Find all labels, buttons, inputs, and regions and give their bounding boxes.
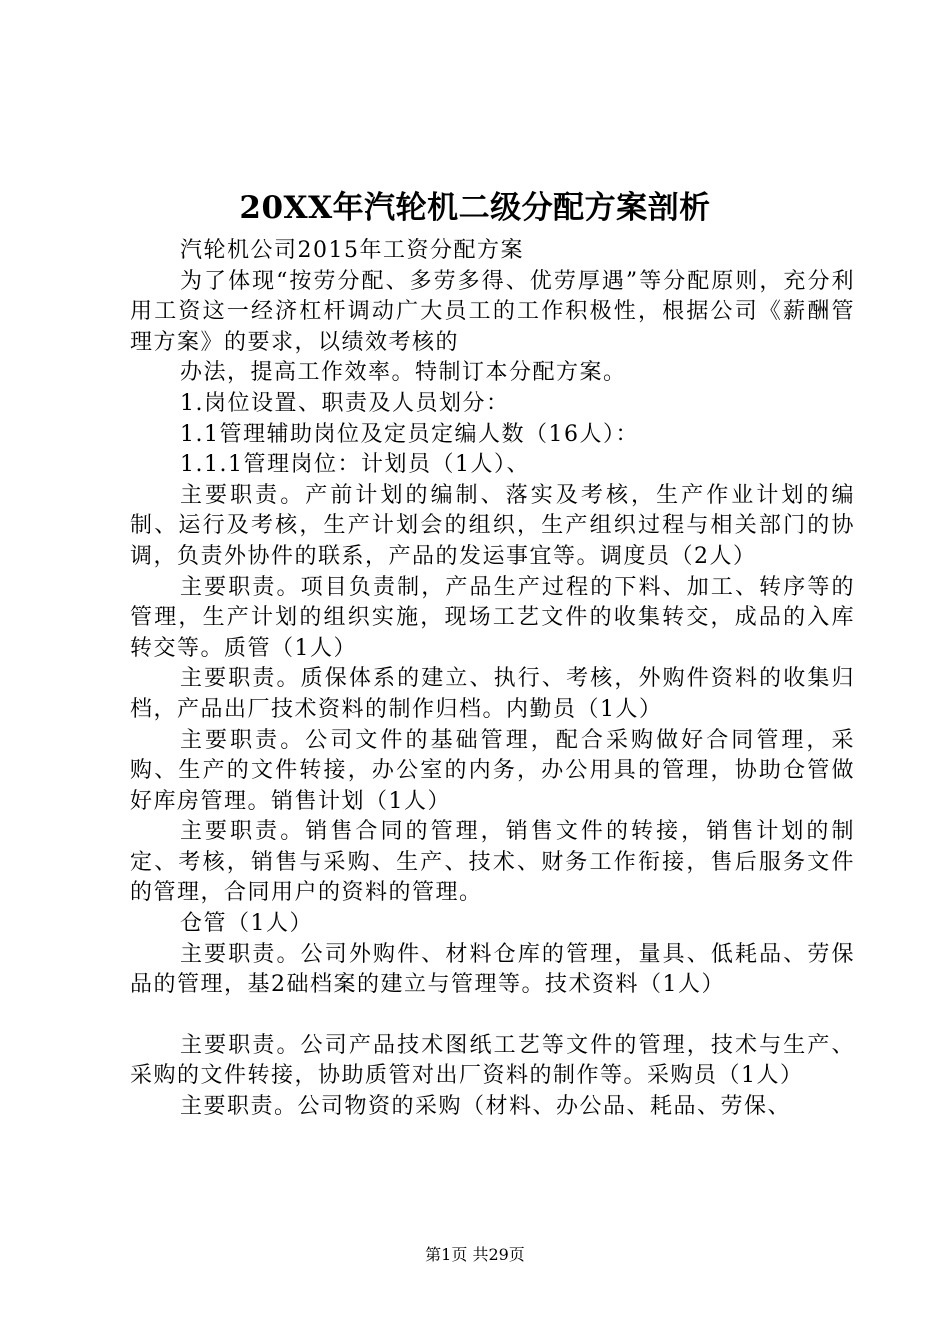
paragraph-duties-dispatcher: 主要职责。项目负责制，产品生产过程的下料、加工、转序等的管理，生产计划的组织实施，现场工艺文件的收集转交，成品的入库转交等。质管（1人） — [130, 574, 855, 661]
paragraph-duties-office: 主要职责。公司文件的基础管理，配合采购做好合同管理，采购、生产的文件转接，办公室的内务，办公用具的管理，协助仓管做好库房管理。销售计划（1人） — [130, 727, 855, 814]
paragraph-section-1: 1.岗位设置、职责及人员划分： — [180, 390, 510, 416]
paragraph-section-1-1-1: 1.1.1管理岗位：计划员（1人）、 — [180, 452, 530, 478]
paragraph-duties-warehouse: 主要职责。公司外购件、材料仓库的管理，量具、低耗品、劳保品的管理，基2础档案的建立与管理等。技术资料（1人） — [130, 941, 855, 998]
page-footer: 第1页 共29页 — [425, 1245, 525, 1264]
document-title: 20XX年汽轮机二级分配方案剖析 — [239, 190, 711, 226]
blank-line — [130, 1001, 855, 1031]
paragraph-principles: 为了体现“按劳分配、多劳多得、优劳厚遇”等分配原则，充分利用工资这一经济杠杆调动广大员工的工作积极性，根据公司《薪酬管理方案》的要求，以绩效考核的 — [130, 268, 855, 355]
paragraph-company-plan: 汽轮机公司2015年工资分配方案 — [180, 238, 524, 263]
paragraph-section-1-1: 1.1管理辅助岗位及定员定编人数（16人）： — [180, 421, 639, 447]
paragraph-warehouse-heading: 仓管（1人） — [180, 911, 313, 937]
paragraph-method: 办法，提高工作效率。特制订本分配方案。 — [180, 360, 627, 386]
paragraph-duties-quality: 主要职责。质保体系的建立、执行、考核，外购件资料的收集归档，产品出厂技术资料的制作归档。内勤员（1人） — [130, 666, 855, 722]
document-body — [130, 236, 855, 1123]
paragraph-duties-technical: 主要职责。公司产品技术图纸工艺等文件的管理，技术与生产、采购的文件转接，协助质管对出厂资料的制作等。采购员（1人） — [130, 1032, 855, 1089]
paragraph-duties-planner: 主要职责。产前计划的编制、落实及考核，生产作业计划的编制、运行及考核，生产计划会的组织，生产组织过程与相关部门的协调，负责外协件的联系，产品的发运事宜等。调度员（2人） — [130, 482, 855, 569]
paragraph-duties-purchasing: 主要职责。公司物资的采购（材料、办公品、耗品、劳保、 — [180, 1094, 792, 1120]
paragraph-duties-sales: 主要职责。销售合同的管理，销售文件的转接，销售计划的制定、考核，销售与采购、生产、技术、财务工作衔接，售后服务文件的管理，合同用户的资料的管理。 — [130, 819, 855, 906]
